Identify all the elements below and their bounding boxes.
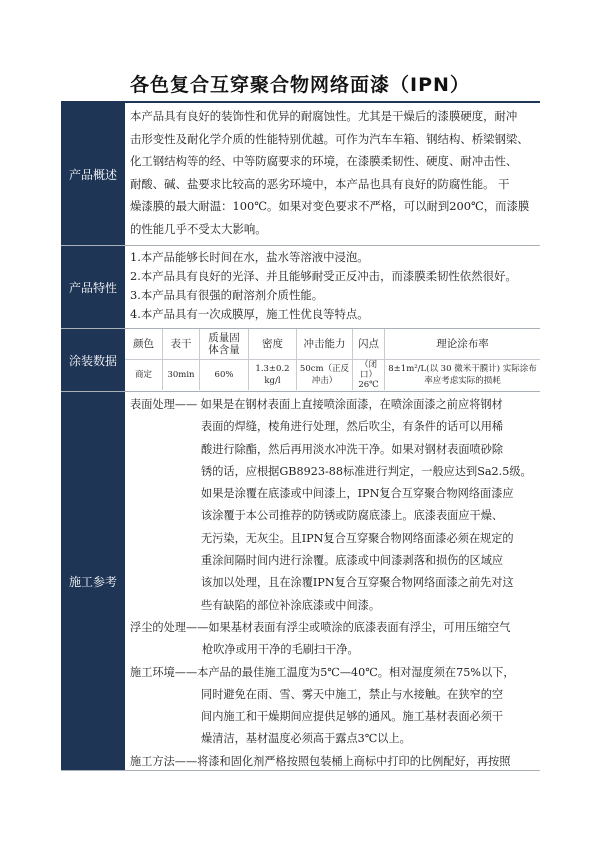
surface-line: 酸进行除酯，然后再用淡水冲洗干净。如果对钢材表面喷砂除 <box>201 442 504 456</box>
value-text: 口） <box>359 370 377 380</box>
section-label-features: 产品特性 <box>61 246 125 328</box>
overview-line: 耐酸、碱、盐要求比较高的恶劣环境中，本产品也具有良好的防腐性能。 干 <box>130 176 510 191</box>
section-coating-data <box>61 329 540 392</box>
env-line: 间内施工和干燥期间应提供足够的通风。施工基材表面必须干 <box>201 710 504 724</box>
header-text: 冲击能力 <box>303 338 346 350</box>
env-line: 同时避免在雨、雪、雾天中施工，禁止与水接触。在狭窄的空 <box>201 687 504 701</box>
coating-header-flash-point <box>353 329 385 360</box>
coating-header-impact <box>297 329 353 360</box>
header-text: 颜色 <box>133 338 154 350</box>
overview-text <box>130 105 536 241</box>
feature-item: 1.本产品能够长时间在水，盐水等溶液中浸泡。 <box>130 250 369 264</box>
section-label-construction: 施工参考 <box>61 392 125 770</box>
value-text: 商定 <box>134 370 152 380</box>
overview-line: 燥漆膜的最大耐温：100℃。如果对变色要求不严格，可以耐到200℃，而漆膜 <box>130 199 530 214</box>
document-title: 各色复合互穿聚合物网络面漆（IPN） <box>130 74 470 96</box>
coating-value-solids <box>200 360 249 390</box>
feature-item: 3.本产品具有很强的耐溶剂介质性能。 <box>130 288 324 302</box>
value-text: kg/l <box>264 376 281 386</box>
coating-header-density <box>249 329 297 360</box>
overview-line: 的性能几乎不受太大影响。 <box>130 221 267 236</box>
dust-line: 浮尘的处理——如果基材表面有浮尘或喷涂的底漆表面有浮尘，可用压缩空气 <box>130 620 511 634</box>
surface-line: 重涂间隔时间内进行涂覆。底漆或中间漆剥落和损伤的区域应 <box>201 554 504 568</box>
coating-header-surface-dry <box>163 329 200 360</box>
env-line: 施工环境——本产品的最佳施工温度为5℃—40℃。相对湿度须在75%以下， <box>130 665 515 679</box>
coating-header-coverage <box>385 329 540 360</box>
value-text: （闭 <box>359 360 377 370</box>
header-text: 表干 <box>170 338 192 350</box>
surface-line: 表面处理—— 如果是在钢材表面上直接喷涂面漆，在喷涂面漆之前应将钢材 <box>130 398 503 411</box>
coating-value-coverage <box>385 360 540 390</box>
coating-value-flash-point <box>353 360 385 390</box>
coating-header-solids <box>200 329 249 360</box>
value-text: 30min <box>167 370 195 380</box>
coating-value-density <box>249 360 297 390</box>
coating-value-color <box>125 360 163 390</box>
value-text: 冲击） <box>311 376 338 386</box>
section-construction <box>61 392 540 771</box>
feature-item: 4.本产品具有一次成膜厚，施工性优良等特点。 <box>130 307 369 321</box>
value-text: 1.3±0.2 <box>255 364 290 374</box>
overview-line: 本产品具有良好的装饰性和优异的耐腐蚀性。尤其是干燥后的漆膜硬度，耐冲 <box>130 109 518 123</box>
surface-line: 些有缺陷的部位补涂底漆或中间漆。 <box>201 598 381 612</box>
surface-line: 无污染，无灰尘。且IPN复合互穿聚合物网络面漆必须在规定的 <box>201 531 514 545</box>
section-label-coating: 涂装数据 <box>61 329 125 391</box>
coating-value-surface-dry <box>163 360 200 390</box>
value-text: 率应考虑实际的损耗 <box>424 376 501 386</box>
value-text: 8±1m²/L(以 30 微米干膜计) 实际涂布 <box>388 364 537 374</box>
header-text: 理论涂布率 <box>436 338 489 350</box>
section-label-overview: 产品概述 <box>61 103 125 245</box>
env-line: 燥清洁，基材温度必须高于露点3℃以上。 <box>201 732 411 746</box>
overview-line: 击形变性及耐化学介质的性能特别优越。可作为汽车车箱、钢结构、桥梁钢梁、 <box>130 131 529 146</box>
overview-line: 化工钢结构等的经、中等防腐要求的环境，在漆膜柔韧性、硬度、耐冲击性、 <box>130 154 518 169</box>
feature-item: 2.本产品具有良好的光泽、并且能够耐受正反冲击，而漆膜柔韧性依然很好。 <box>130 269 517 283</box>
dust-line: 枪吹净或用干净的毛刷扫干净。 <box>202 643 359 657</box>
coating-value-impact <box>297 360 353 390</box>
construction-text <box>130 394 536 773</box>
header-text: 密度 <box>262 338 283 350</box>
section-overview <box>61 103 540 246</box>
header-text: 体含量 <box>208 344 240 356</box>
section-features <box>61 246 540 329</box>
value-text: 50cm（正反 <box>299 364 350 374</box>
coating-data-table <box>125 329 540 391</box>
header-text: 闪点 <box>358 338 379 350</box>
features-text <box>130 248 536 324</box>
surface-line: 该加以处理，且在涂覆IPN复合互穿聚合物网络面漆之前先对这 <box>201 576 514 590</box>
surface-line: 表面的焊缝，棱角进行处理，然后吹尘，有条件的话可以用稀 <box>201 420 504 434</box>
header-text: 质量固 <box>208 332 240 344</box>
value-text: 60% <box>214 370 234 380</box>
surface-line: 如果是涂覆在底漆或中间漆上，IPN复合互穿聚合物网络面漆应 <box>201 487 514 501</box>
value-text: 26℃ <box>358 380 379 390</box>
surface-line: 锈的话，应根据GB8923-88标准进行判定，一般应达到Sa2.5级。 <box>201 464 532 478</box>
coating-header-color <box>125 329 163 360</box>
method-line: 施工方法——将漆和固化剂严格按照包装桶上商标中打印的比例配好，再按照 <box>130 754 511 768</box>
surface-line: 该涂覆于本公司推荐的防锈或防腐底漆上。底漆表面应干燥、 <box>201 509 504 523</box>
